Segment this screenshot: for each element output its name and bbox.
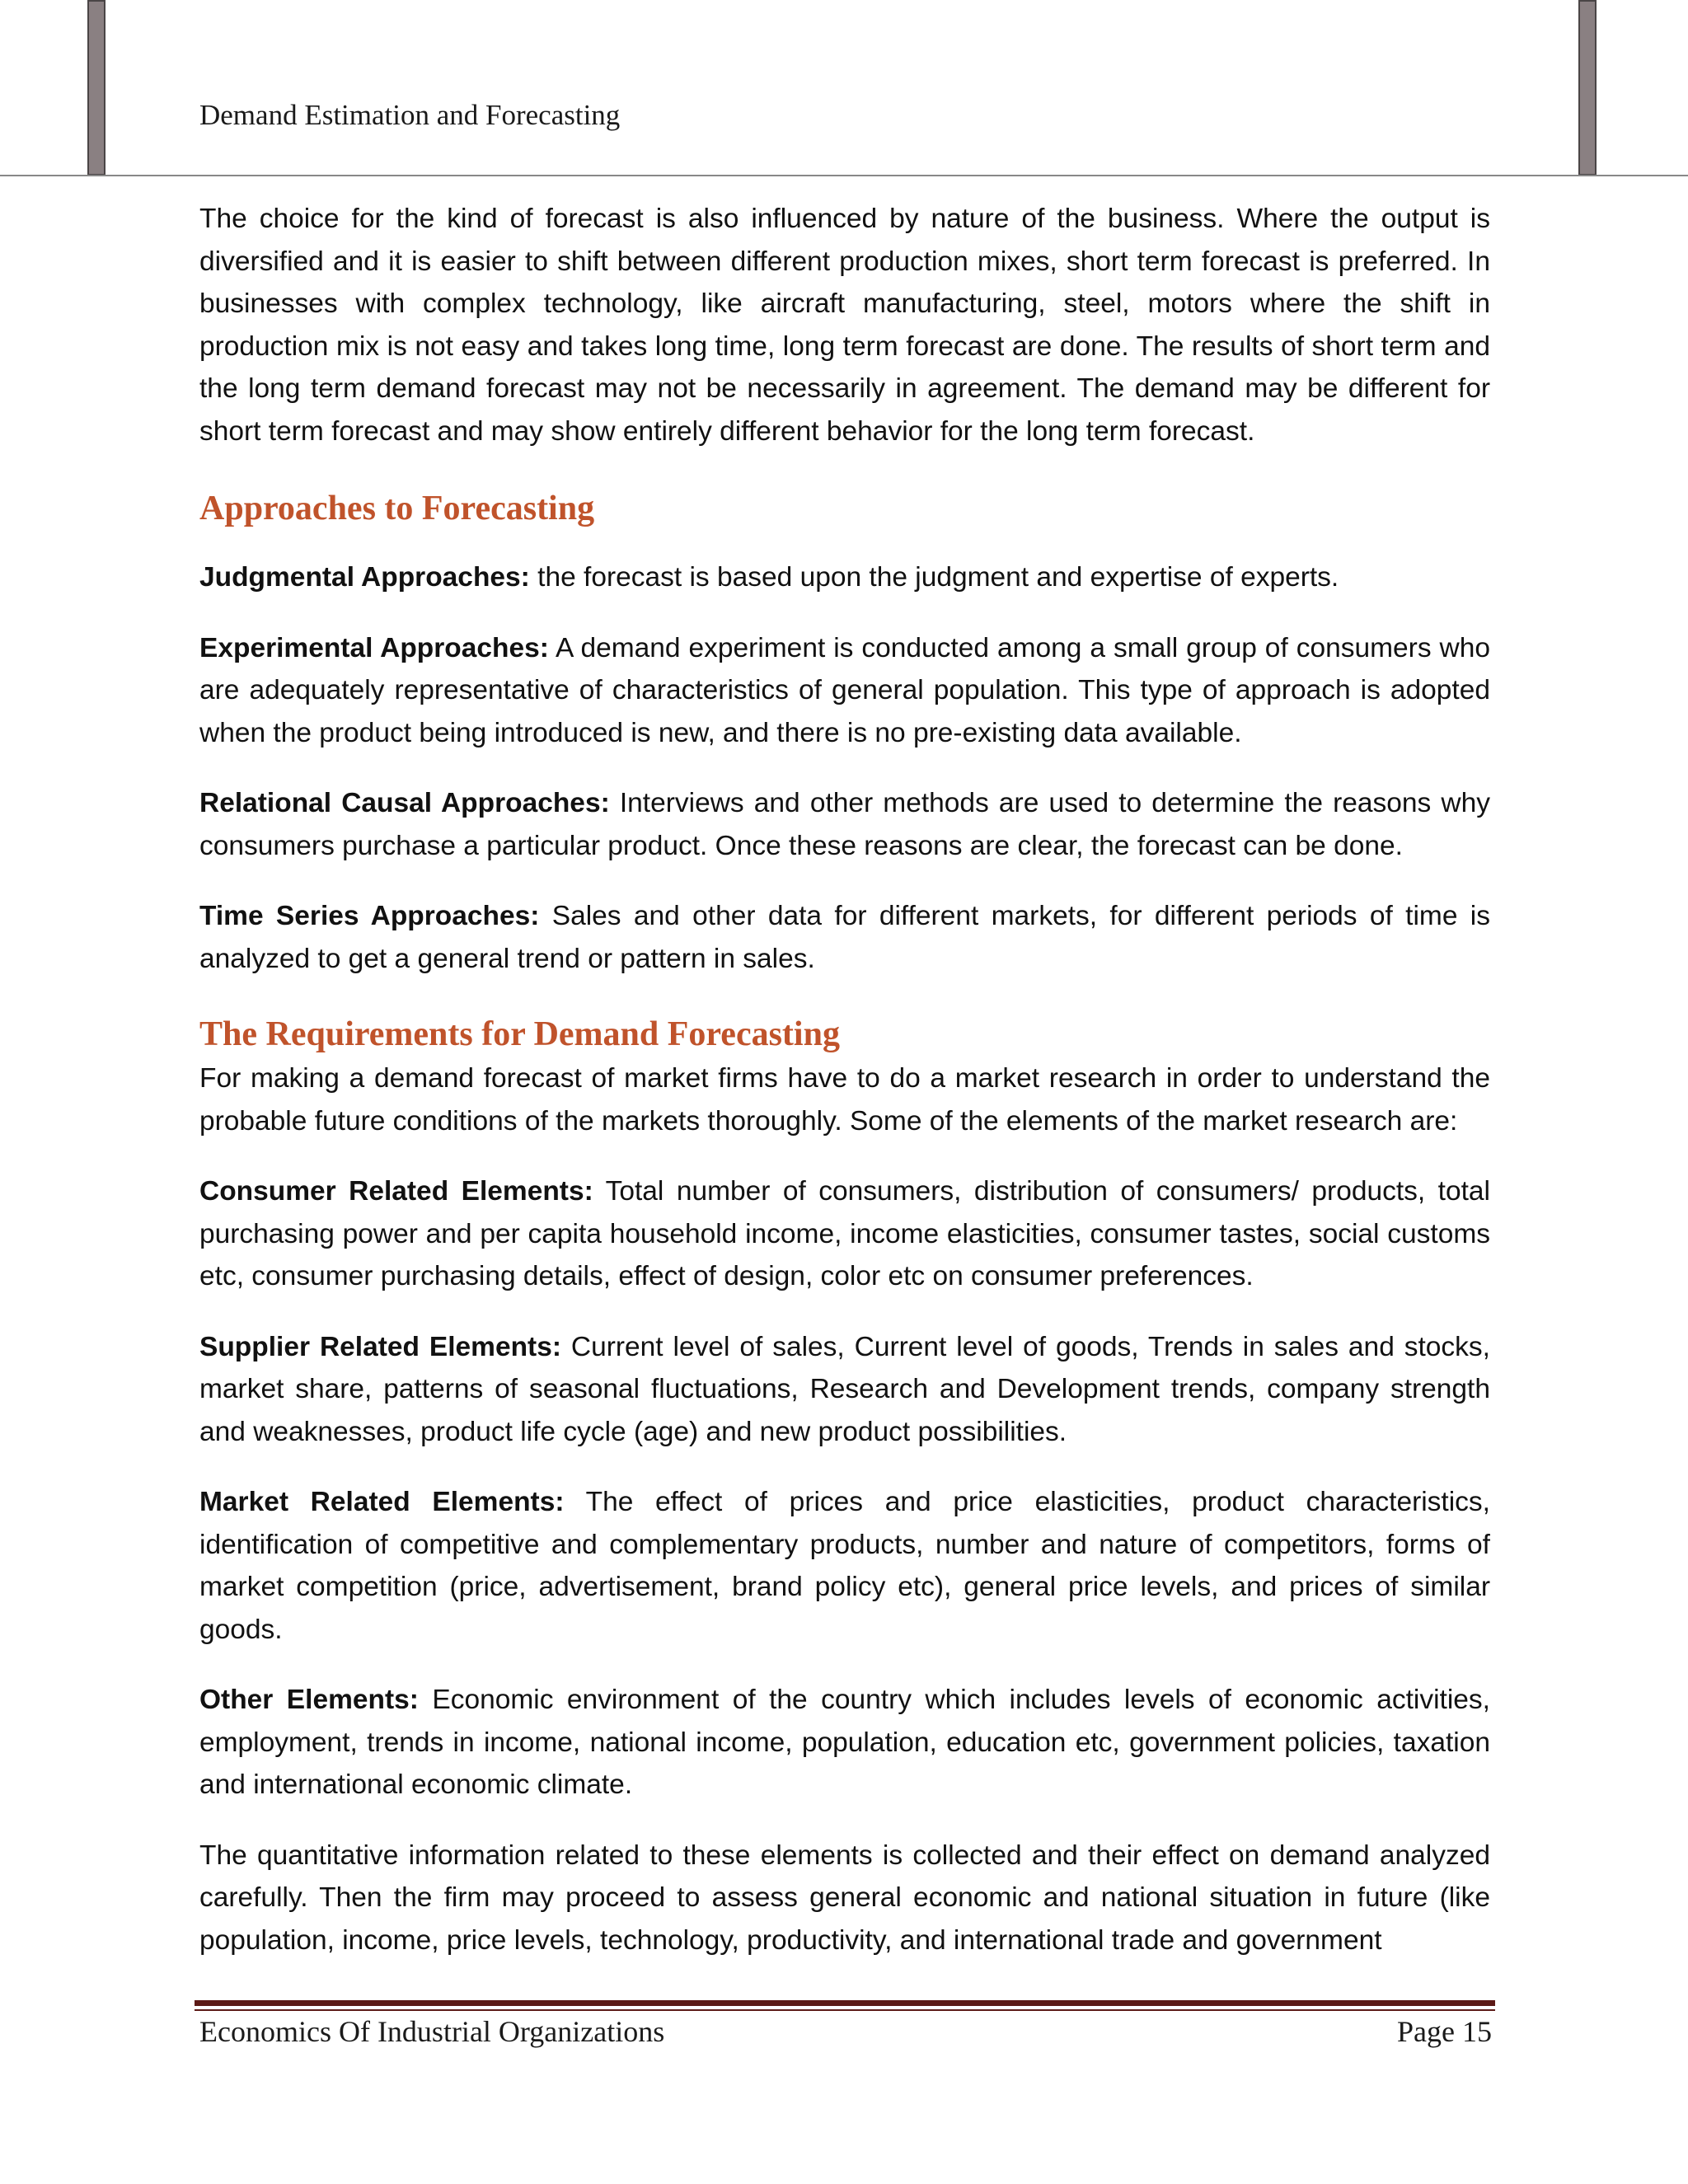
header-left-bar — [87, 0, 106, 176]
intro-paragraph: The choice for the kind of forecast is also influenced by nature of the business. Where the output is diversified and it is easier to shift between different production mixes, short term forecast is preferred. In businesses with complex technology, like aircraft manufacturing, steel, motors where the shift in production mix is not easy and takes long time, long term forecast are done. The results of short term and the long term demand forecast may not be necessarily in agreement. The demand may be different for short term forecast and may show entirely different behavior for the long term forecast. — [199, 204, 1490, 447]
approach-text: Interviews and other methods are used to determine the reasons why consumers purchase a particular product. Once these reasons are clear, the forecast can be done. — [199, 788, 1490, 861]
element-text: Current level of sales, Current level of goods, Trends in sales and stocks, market share, patterns of seasonal fluctuations, Research and Development trends, company strength and weaknesses, product life cycle (age) and new product possibilities. — [199, 1331, 1490, 1447]
element-term: Other Elements: — [199, 1685, 419, 1715]
footer-divider-thick — [195, 2000, 1495, 2006]
approach-term: Time Series Approaches: — [199, 901, 540, 931]
element-text: The effect of prices and price elasticities, product characteristics, identification of competitive and complementary products, number and nature of competitors, forms of market competition (price, advertisement, brand policy etc), general price levels, and prices of similar goods. — [199, 1487, 1490, 1645]
page-body — [199, 198, 1490, 1990]
requirements-heading: The Requirements for Demand Forecasting — [199, 1015, 840, 1053]
footer-page-number: Page 15 — [1397, 2015, 1492, 2048]
approach-time-series — [199, 895, 1490, 980]
approach-experimental — [199, 627, 1490, 755]
element-market — [199, 1481, 1490, 1651]
approach-text: A demand experiment is conducted among a small group of consumers who are adequately representative of characteristics of general population. This type of approach is adopted when the product being introduced is new, and there is no pre-existing data available. — [199, 632, 1490, 748]
approach-judgmental — [199, 556, 1490, 599]
approach-term: Judgmental Approaches: — [199, 562, 530, 593]
element-text: Total number of consumers, distribution of consumers/ products, total purchasing power and per capita household income, income elasticities, consumer tastes, social customs etc, consumer purchasing details, effect of design, color etc on consumer preferences. — [199, 1176, 1490, 1291]
element-other — [199, 1679, 1490, 1807]
approach-text: the forecast is based upon the judgment and expertise of experts. — [529, 562, 1339, 593]
approach-text: Sales and other data for different markets, for different periods of time is analyzed to get a general trend or pattern in sales. — [199, 901, 1490, 974]
footer-divider-thin — [195, 2009, 1495, 2011]
approaches-heading: Approaches to Forecasting — [199, 490, 595, 527]
element-term: Supplier Related Elements: — [199, 1331, 561, 1362]
footer-course-title: Economics Of Industrial Organizations — [199, 2015, 665, 2048]
element-consumer — [199, 1170, 1490, 1298]
element-term: Consumer Related Elements: — [199, 1176, 593, 1207]
approach-term: Experimental Approaches: — [199, 632, 549, 663]
header-divider — [0, 175, 1688, 176]
element-term: Market Related Elements: — [199, 1487, 565, 1517]
element-supplier — [199, 1326, 1490, 1454]
header-right-bar — [1578, 0, 1597, 176]
closing-paragraph: The quantitative information related to these elements is collected and their effect on demand analyzed carefully. Then the firm may proceed to assess general economic and national situation in future (like population, income, price levels, technology, productivity, and international trade and government — [199, 1840, 1490, 1956]
approach-term: Relational Causal Approaches: — [199, 788, 610, 818]
requirements-intro-paragraph: For making a demand forecast of market firms have to do a market research in order to understand the probable future conditions of the markets thoroughly. Some of the elements of the market research are: — [199, 1063, 1490, 1137]
element-text: Economic environment of the country which includes levels of economic activities, employment, trends in income, national income, population, education etc, government policies, taxation and international economic climate. — [199, 1685, 1490, 1800]
running-header-title: Demand Estimation and Forecasting — [199, 99, 621, 131]
approach-relational-causal — [199, 782, 1490, 867]
